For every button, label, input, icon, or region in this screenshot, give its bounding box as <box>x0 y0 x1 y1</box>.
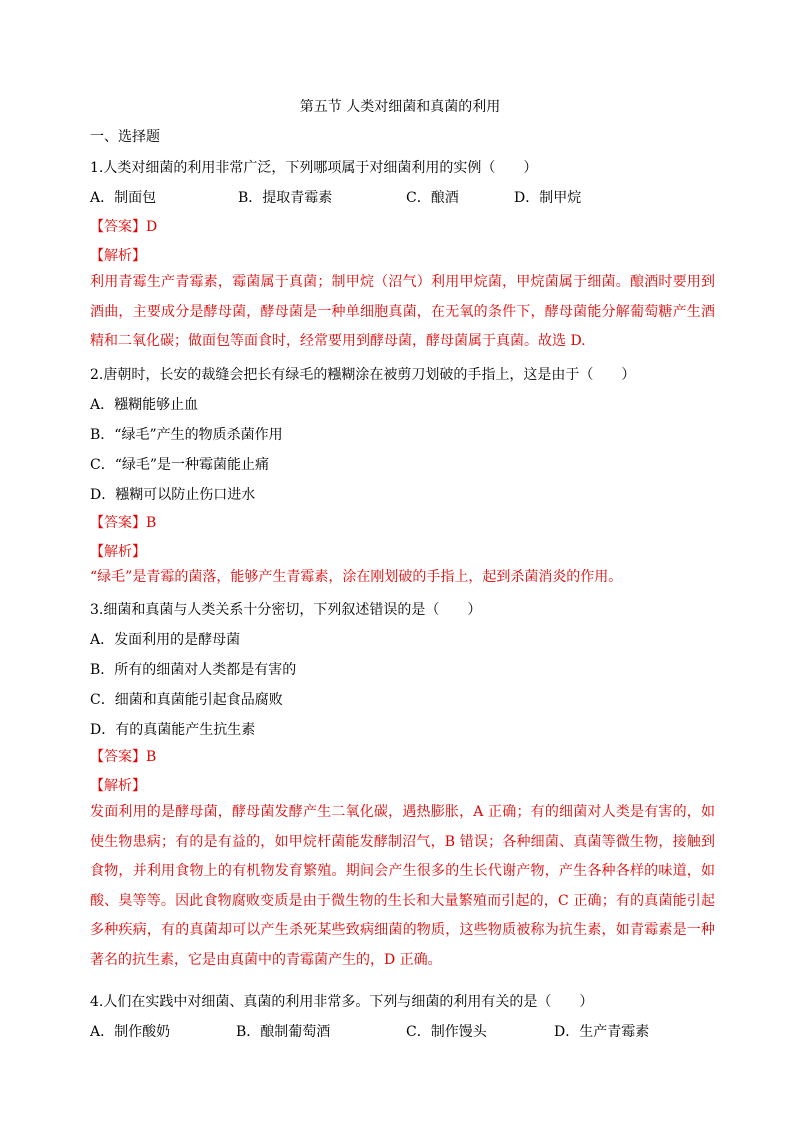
q4-option-a: A．制作酸奶 <box>90 1024 171 1040</box>
q1-option-a: A．制面包 <box>90 190 157 206</box>
question-3-analysis-label: 【解析】 <box>90 778 146 794</box>
q2-option-d: D．糨糊可以防止伤口进水 <box>90 487 256 503</box>
question-4-options <box>90 1021 730 1041</box>
question-3-analysis: 发面利用的是酵母菌，酵母菌发酵产生二氧化碳，遇热膨胀，A 正确；有的细菌对人类是有害的，如使生物患病；有的是有益的，如甲烷杆菌能发酵制沼气，B 错误；各种细菌、真菌等微生物，接触到食物，并利用食物上的有机物发育繁殖。期间会产生很多的生长代谢产物，产生各种各样的味道，如酸、臭等等。因此食物腐败变质是由于微生物的生长和大量繁殖而引起的，C 正确；有的真菌能引起多种疾病，有的真菌却可以产生杀死某些致病细菌的物质，这些物质被称为抗生素，如青霉素是一种著名的抗生素，它是由真菌中的青霉菌产生的，D 正确。 <box>90 804 715 968</box>
q1-option-b: B．提取青霉素 <box>238 190 333 206</box>
question-1-options <box>90 187 730 207</box>
q3-option-d: D．有的真菌能产生抗生素 <box>90 722 256 738</box>
q3-option-b: B．所有的细菌对人类都是有害的 <box>90 662 297 678</box>
q3-option-c: C．细菌和真菌能引起食品腐败 <box>90 692 283 708</box>
question-2-analysis: “绿毛”是青霉的菌落，能够产生青霉素，涂在刚划破的手指上，起到杀菌消炎的作用。 <box>90 569 623 585</box>
question-1-answer: 【答案】D <box>90 219 158 235</box>
question-2-answer: 【答案】B <box>90 515 157 531</box>
q1-option-c: C．酿酒 <box>406 190 459 206</box>
q4-option-b: B．酿制葡萄酒 <box>236 1024 331 1040</box>
q3-option-a: A．发面利用的是酵母菌 <box>90 632 241 648</box>
question-3-stem: 3.细菌和真菌与人类关系十分密切，下列叙述错误的是（ ） <box>90 602 482 618</box>
q2-option-c: C．“绿毛”是一种霉菌能止痛 <box>90 457 270 473</box>
question-2-analysis-label: 【解析】 <box>90 544 146 560</box>
q2-option-a: A．糨糊能够止血 <box>90 397 199 413</box>
question-4-stem: 4.人们在实践中对细菌、真菌的利用非常多。下列与细菌的利用有关的是（ ） <box>90 994 594 1010</box>
q4-option-d: D．生产青霉素 <box>554 1024 650 1040</box>
q2-option-b: B．“绿毛”产生的物质杀菌作用 <box>90 427 283 443</box>
question-1-stem: 1.人类对细菌的利用非常广泛，下列哪项属于对细菌利用的实例（ ） <box>90 160 538 176</box>
page-title: 第五节 人类对细菌和真菌的利用 <box>299 99 501 115</box>
question-2-stem: 2.唐朝时，长安的裁缝会把长有绿毛的糨糊涂在被剪刀划破的手指上，这是由于（ ） <box>90 367 636 383</box>
question-1-analysis-label: 【解析】 <box>90 248 146 264</box>
q4-option-c: C．制作馒头 <box>406 1024 487 1040</box>
q1-option-d: D．制甲烷 <box>514 190 582 206</box>
question-3-answer: 【答案】B <box>90 749 157 765</box>
section-heading: 一、选择题 <box>90 129 160 145</box>
question-1-analysis: 利用青霉生产青霉素，霉菌属于真菌；制甲烷（沼气）利用甲烷菌，甲烷菌属于细菌。酿酒时要用到酒曲，主要成分是酵母菌，酵母菌是一种单细胞真菌，在无氧的条件下，酵母菌能分解葡萄糖产生酒精和二氧化碳；做面包等面食时，经常要用到酵母菌，酵母菌属于真菌。故选 D. <box>90 274 715 349</box>
